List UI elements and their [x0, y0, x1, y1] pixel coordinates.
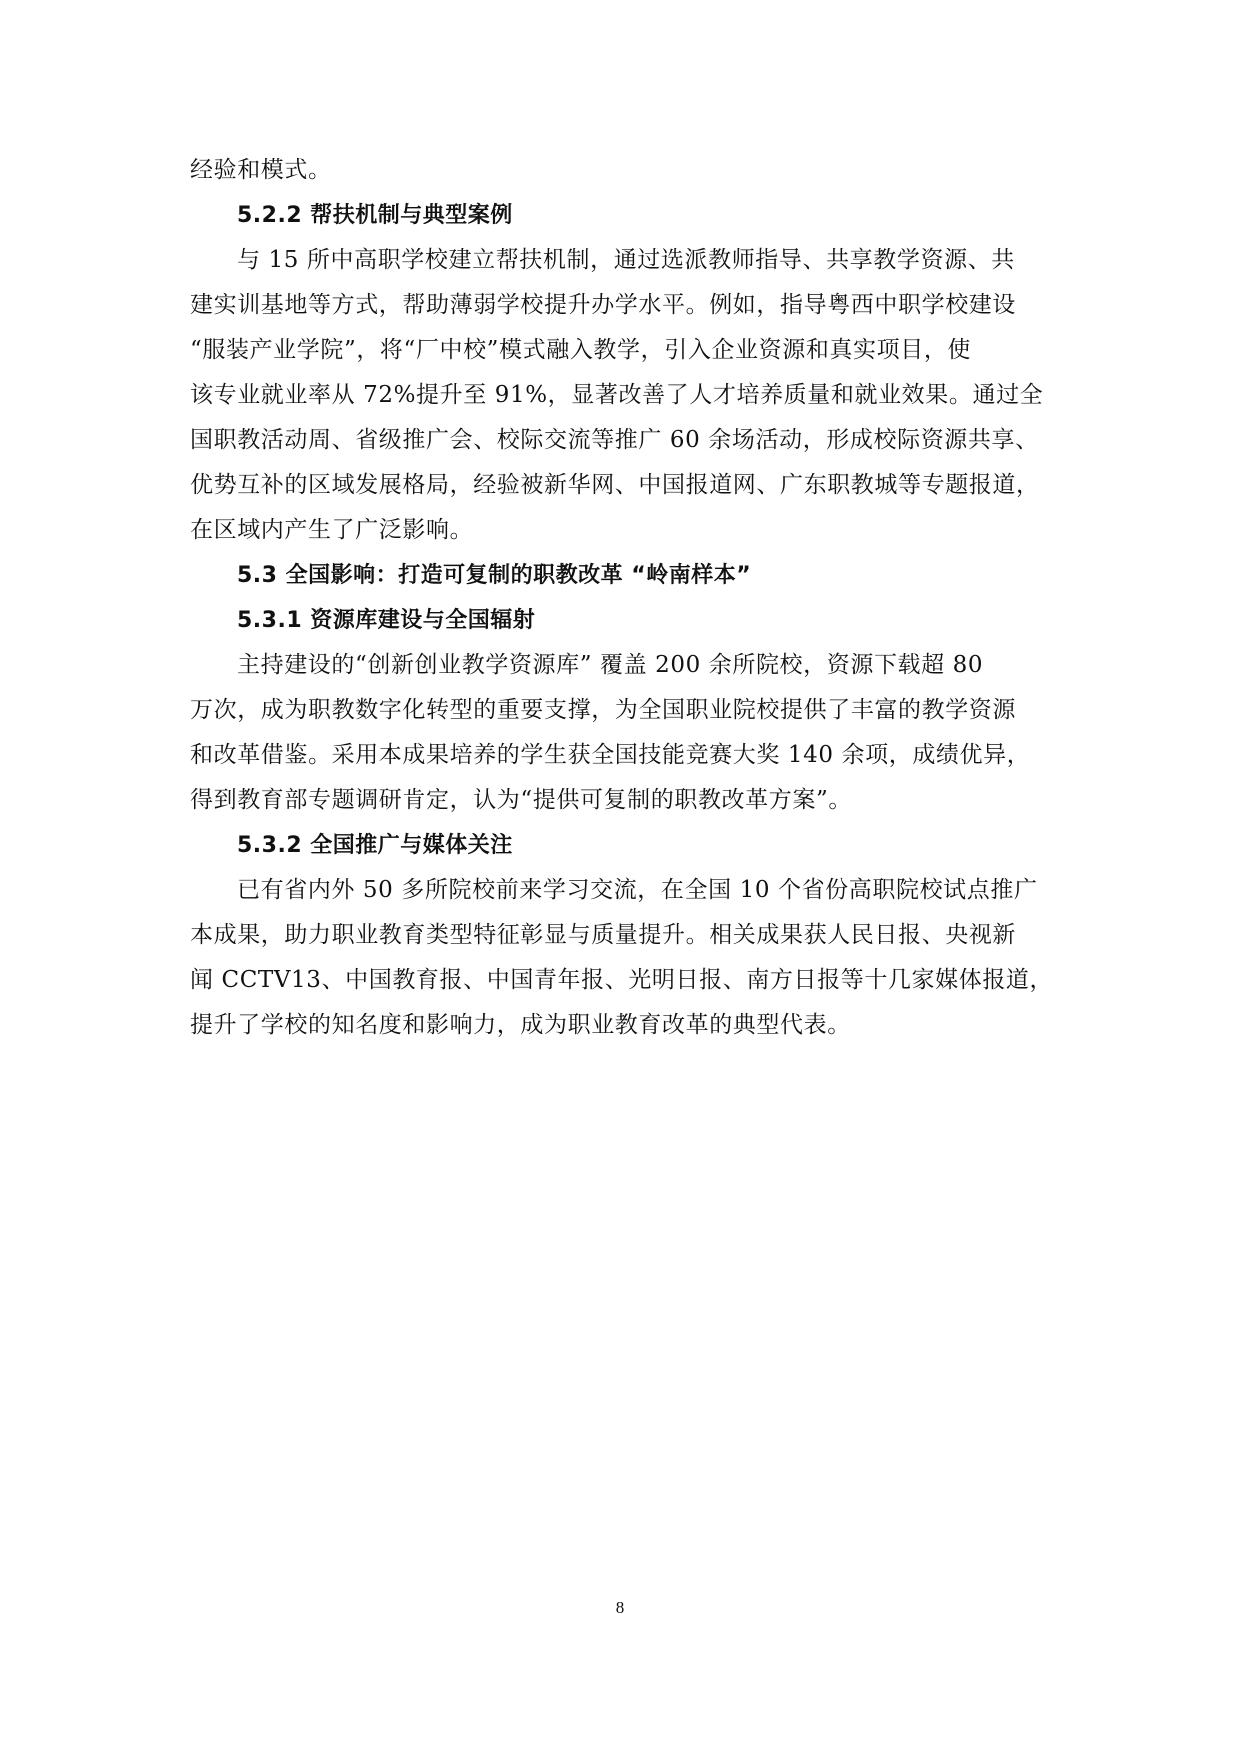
- paragraph-line: 万次，成为职教数字化转型的重要支撑，为全国职业院校提供了丰富的教学资源: [190, 697, 1016, 723]
- paragraph-line: 得到教育部专题调研肯定，认为“提供可复制的职教改革方案”。: [190, 787, 852, 813]
- section-heading: 5.2.2 帮扶机制与典型案例: [237, 203, 513, 228]
- paragraph-line: 闻 CCTV13、中国教育报、中国青年报、光明日报、南方日报等十几家媒体报道，: [190, 967, 1054, 993]
- paragraph-line: 优势互补的区域发展格局，经验被新华网、中国报道网、广东职教城等专题报道，: [190, 472, 1040, 498]
- paragraph-line: 和改革借鉴。采用本成果培养的学生获全国技能竞赛大奖 140 余项，成绩优异，: [190, 742, 1031, 768]
- paragraph-line: 已有省内外 50 多所院校前来学习交流，在全国 10 个省份高职院校试点推广: [237, 877, 1038, 903]
- paragraph-line: 主持建设的“创新创业教学资源库” 覆盖 200 余所院校，资源下载超 80: [237, 652, 984, 678]
- paragraph-line: 本成果，助力职业教育类型特征彰显与质量提升。相关成果获人民日报、央视新: [190, 922, 1016, 948]
- page-number: 8: [615, 1598, 625, 1617]
- paragraph-line: 建实训基地等方式，帮助薄弱学校提升办学水平。例如，指导粤西中职学校建设: [190, 292, 1016, 318]
- paragraph-line: 经验和模式。: [190, 157, 332, 183]
- section-heading: 5.3.1 资源库建设与全国辐射: [237, 608, 536, 633]
- section-heading: 5.3 全国影响：打造可复制的职教改革 “岭南样本”: [237, 563, 752, 588]
- paragraph-line: 提升了学校的知名度和影响力，成为职业教育改革的典型代表。: [190, 1012, 851, 1038]
- paragraph-line: “服装产业学院”，将“厂中校”模式融入教学，引入企业资源和真实项目，使: [190, 337, 972, 363]
- paragraph-line: 国职教活动周、省级推广会、校际交流等推广 60 余场活动，形成校际资源共享、: [190, 427, 1039, 453]
- section-heading: 5.3.2 全国推广与媒体关注: [237, 833, 513, 858]
- paragraph-line: 在区域内产生了广泛影响。: [190, 517, 474, 543]
- paragraph-line: 该专业就业率从 72%提升至 91%，显著改善了人才培养质量和就业效果。通过全: [190, 382, 1044, 408]
- paragraph-line: 与 15 所中高职学校建立帮扶机制，通过选派教师指导、共享教学资源、共: [237, 247, 1015, 273]
- page-body: [190, 148, 1060, 1048]
